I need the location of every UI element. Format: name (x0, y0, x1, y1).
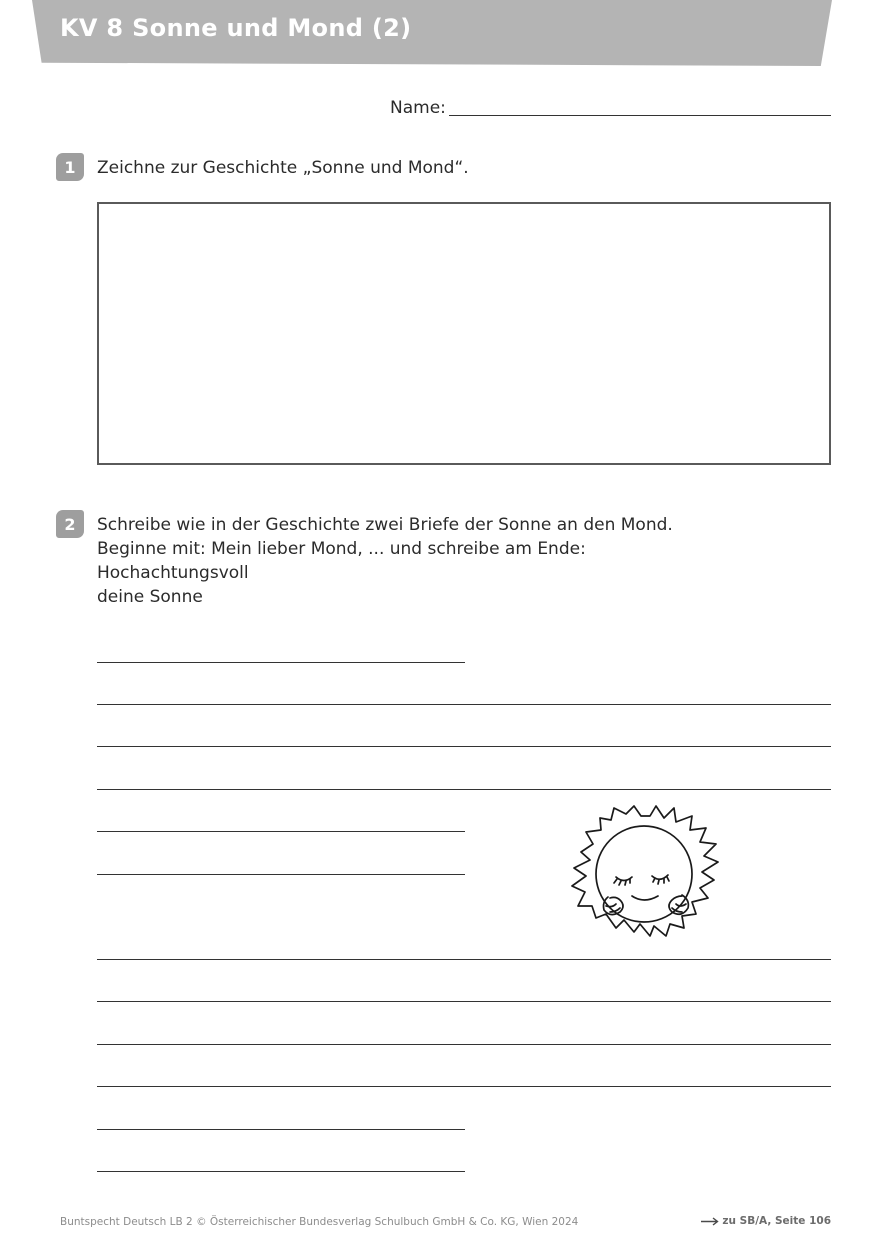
writing-line[interactable] (97, 746, 831, 747)
drawing-area[interactable] (97, 202, 831, 465)
footer-copyright: Buntspecht Deutsch LB 2 © Österreichischer Bundesverlag Schulbuch GmbH & Co. KG, Wien 2024 (60, 1216, 579, 1228)
writing-line[interactable] (97, 1086, 831, 1087)
writing-line[interactable] (97, 662, 465, 663)
writing-line[interactable] (97, 1129, 465, 1130)
name-input-line[interactable] (449, 115, 831, 116)
writing-line[interactable] (97, 959, 831, 960)
page-reference-text: zu SB/A, Seite 106 (722, 1215, 831, 1227)
writing-line[interactable] (97, 789, 831, 790)
task-2-instruction-line: Hochachtungsvoll (97, 563, 249, 583)
writing-line[interactable] (97, 1001, 831, 1002)
task-2-instruction-line: Beginne mit: Mein lieber Mond, ... und schreibe am Ende: (97, 539, 586, 559)
page-reference (701, 1215, 831, 1227)
task-2-instruction (97, 513, 673, 609)
task-2-instruction-line: deine Sonne (97, 587, 203, 607)
sleeping-sun-icon (566, 802, 728, 944)
task-2-badge: 2 (56, 510, 84, 538)
writing-line[interactable] (97, 1171, 465, 1172)
writing-line[interactable] (97, 831, 465, 832)
writing-line[interactable] (97, 874, 465, 875)
task-1-instruction: Zeichne zur Geschichte „Sonne und Mond“. (97, 158, 469, 178)
writing-line[interactable] (97, 704, 831, 705)
arrow-right-icon (701, 1217, 719, 1226)
page-title: KV 8 Sonne und Mond (2) (60, 14, 412, 42)
task-1-badge: 1 (56, 153, 84, 181)
task-2-instruction-line: Schreibe wie in der Geschichte zwei Briefe der Sonne an den Mond. (97, 515, 673, 535)
writing-line[interactable] (97, 1044, 831, 1045)
name-label: Name: (390, 98, 446, 118)
